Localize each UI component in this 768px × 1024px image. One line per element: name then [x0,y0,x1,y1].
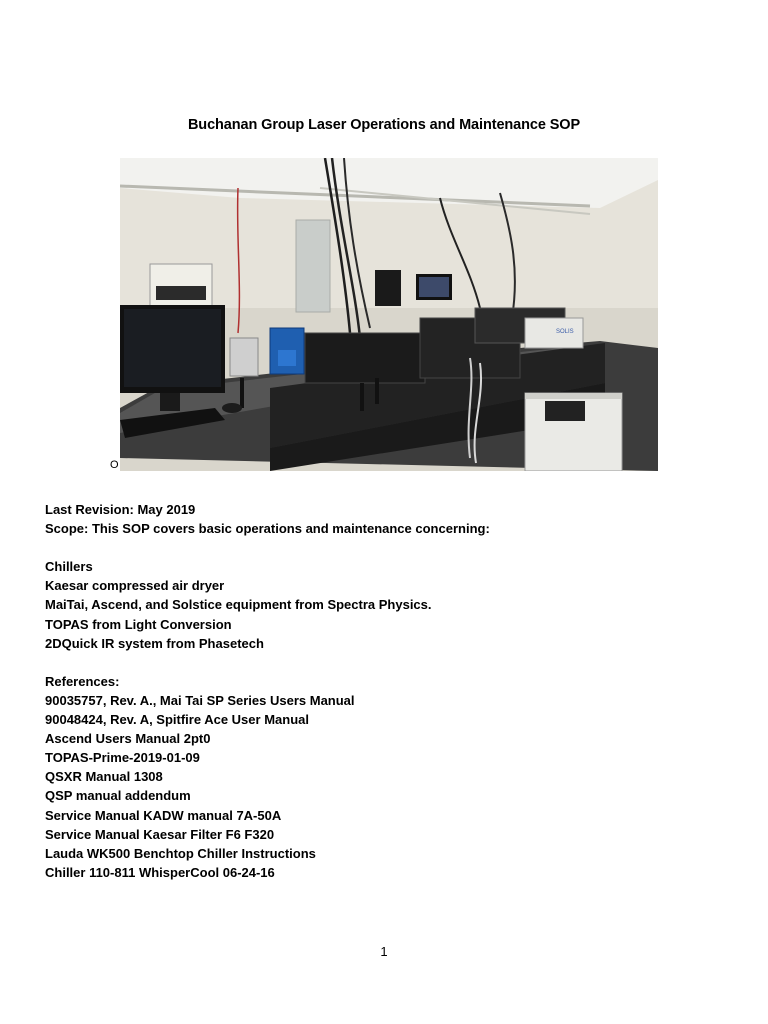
reference-item: 90035757, Rev. A., Mai Tai SP Series Users Manual [45,692,355,708]
references-heading: References: [45,673,120,689]
reference-item: Ascend Users Manual 2pt0 [45,731,211,747]
reference-item: 90048424, Rev. A, Spitfire Ace User Manual [45,712,309,728]
scope-item: MaiTai, Ascend, and Solstice equipment from Spectra Physics. [45,597,432,613]
last-revision: Last Revision: May 2019 [45,502,196,517]
document-body [45,500,725,882]
scope-item: Kaesar compressed air dryer [45,578,225,594]
solis-label: SOLIS [556,329,574,335]
reference-item: TOPAS-Prime-2019-01-09 [45,750,200,766]
spacer [45,538,725,557]
page-number: 1 [380,944,388,959]
reference-item: Lauda WK500 Benchtop Chiller Instructions [45,845,316,861]
reference-item: Service Manual Kaesar Filter F6 F320 [45,826,275,842]
stray-character: O [110,459,119,471]
reference-item: Service Manual KADW manual 7A-50A [45,807,282,823]
scope-item: 2DQuick IR system from Phasetech [45,635,264,651]
reference-item: Chiller 110-811 WhisperCool 06-24-16 [45,864,275,880]
lab-photo [120,158,658,471]
scope-statement: Scope: This SOP covers basic operations and maintenance concerning: [45,521,490,537]
scope-item: TOPAS from Light Conversion [45,616,232,632]
document-title: Buchanan Group Laser Operations and Maintenance SOP [187,117,581,133]
reference-item: QSXR Manual 1308 [45,769,163,785]
reference-item: QSP manual addendum [45,788,191,804]
scope-item: Chillers [45,559,93,575]
spacer [45,653,725,672]
